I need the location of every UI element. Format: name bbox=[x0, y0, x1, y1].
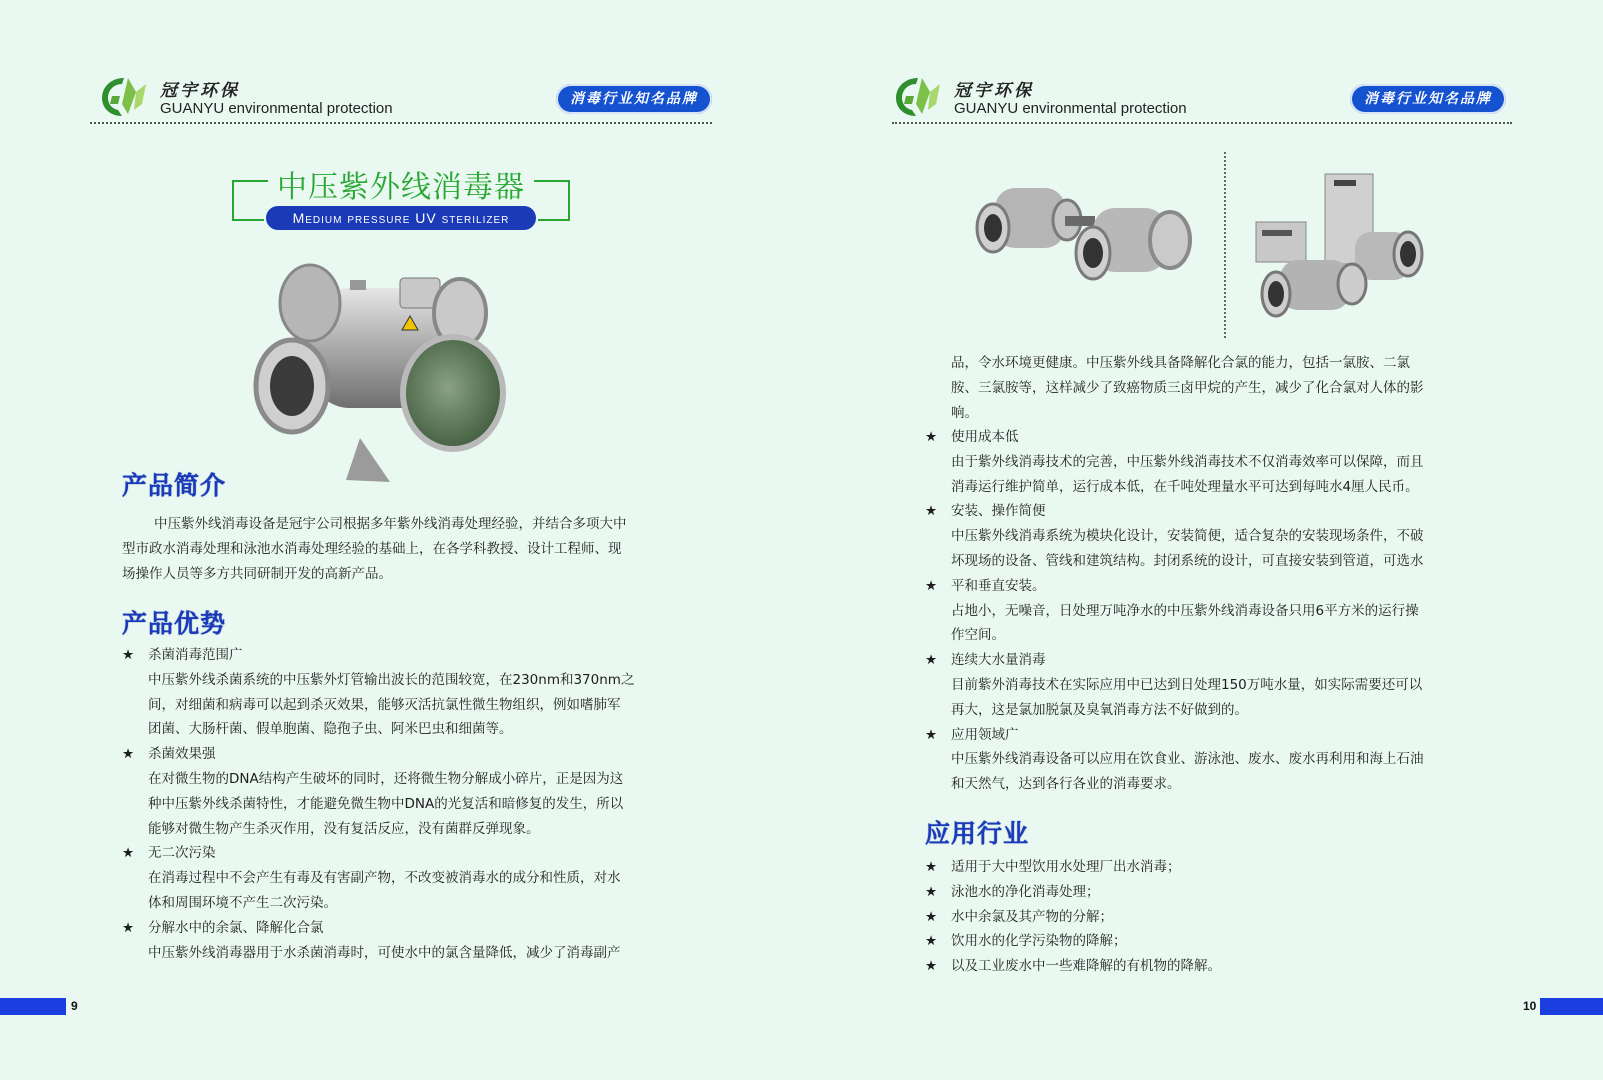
continued-line: 响。 bbox=[951, 404, 978, 421]
product-title-banner bbox=[232, 162, 570, 232]
guanyu-logo bbox=[98, 74, 150, 118]
advantage-item bbox=[925, 425, 1424, 499]
continued-paragraph bbox=[951, 351, 1424, 425]
star-icon: ★ bbox=[925, 652, 938, 669]
star-icon: ★ bbox=[122, 647, 135, 663]
advantage-line: 目前紫外消毒技术在实际应用中已达到日处理150万吨水量，如实际需要还可以 bbox=[951, 676, 1423, 693]
sterilizer-photo bbox=[250, 258, 525, 484]
intro-heading: 产品简介 bbox=[122, 471, 227, 500]
advantages-heading: 产品优势 bbox=[122, 609, 227, 638]
advantage-line: 体和周围环境不产生二次污染。 bbox=[148, 894, 337, 911]
advantage-line: 中压紫外线消毒器用于水杀菌消毒时，可使水中的氯含量降低，减少了消毒副产 bbox=[148, 944, 621, 961]
brand-name-cn: 冠宇环保 bbox=[954, 81, 1034, 101]
advantage-line: 作空间。 bbox=[951, 627, 1005, 644]
star-icon: ★ bbox=[925, 859, 938, 875]
star-icon: ★ bbox=[925, 429, 938, 445]
advantage-line: 中压紫外线消毒系统为模块化设计，安装简便，适合复杂的安装现场条件，不破 bbox=[951, 528, 1424, 545]
advantage-title: 平和垂直安装。 bbox=[951, 577, 1046, 594]
application-item: ★ 饮用水的化学污染物的降解； bbox=[925, 929, 1221, 954]
applications-list bbox=[925, 855, 1221, 979]
star-icon: ★ bbox=[122, 919, 135, 936]
advantage-title: 使用成本低 bbox=[951, 429, 1019, 445]
star-icon: ★ bbox=[925, 908, 938, 925]
star-icon: ★ bbox=[925, 726, 938, 743]
page-number: 10 bbox=[1523, 999, 1537, 1013]
advantage-title: 连续大水量消毒 bbox=[951, 652, 1046, 669]
star-icon: ★ bbox=[122, 845, 135, 862]
brand-name-cn: 冠宇环保 bbox=[160, 81, 240, 101]
star-icon: ★ bbox=[925, 958, 938, 975]
advantage-title: 杀菌效果强 bbox=[148, 746, 216, 763]
advantage-line: 在消毒过程中不会产生有毒及有害副产物，不改变被消毒水的成分和性质，对水 bbox=[148, 870, 621, 887]
applications-heading: 应用行业 bbox=[925, 819, 1030, 848]
continued-line: 品，令水环境更健康。中压紫外线具备降解化合氯的能力，包括一氯胺、二氯 bbox=[951, 355, 1410, 371]
advantage-item bbox=[122, 742, 634, 841]
page-header bbox=[892, 74, 1506, 126]
page-number-bar bbox=[1540, 998, 1603, 1015]
advantage-line: 占地小，无噪音，日处理万吨净水的中压紫外线消毒设备只用6平方米的运行操 bbox=[951, 602, 1419, 619]
advantage-line: 再大，这是氯加脱氯及臭氧消毒方法不好做到的。 bbox=[951, 701, 1248, 718]
advantage-line: 能够对微生物产生杀灭作用，没有复活反应，没有菌群反弹现象。 bbox=[148, 820, 540, 837]
product-title-en: Medium pressure UV sterilizer bbox=[266, 206, 536, 230]
advantage-line: 坏现场的设备、管线和建筑结构。封闭系统的设计，可直接安装到管道，可选水 bbox=[951, 552, 1424, 569]
advantage-item bbox=[925, 574, 1424, 648]
star-icon: ★ bbox=[925, 933, 938, 950]
product-title-cn: 中压紫外线消毒器 bbox=[277, 170, 525, 205]
application-item: ★ 以及工业废水中一些难降解的有机物的降解。 bbox=[925, 954, 1221, 979]
intro-line: 型市政水消毒处理和泳池水消毒处理经验的基础上，在各学科教授、设计工程师、现 bbox=[122, 540, 622, 557]
header-divider bbox=[90, 122, 712, 124]
intro-line: 中压紫外线消毒设备是冠宇公司根据多年紫外线消毒处理经验，并结合多项大中 bbox=[154, 516, 627, 532]
slogan-badge: 消毒行业知名品牌 bbox=[556, 84, 712, 114]
advantages-list-right bbox=[925, 425, 1424, 797]
page-header bbox=[98, 74, 712, 126]
intro-paragraph bbox=[122, 512, 627, 586]
application-item: ★ 适用于大中型饮用水处理厂出水消毒； bbox=[925, 855, 1221, 880]
photo-divider bbox=[1224, 152, 1226, 338]
advantage-item bbox=[925, 499, 1424, 573]
advantage-line: 中压紫外线杀菌系统的中压紫外灯管输出波长的范围较宽，在230nm和370nm之 bbox=[148, 671, 635, 688]
star-icon: ★ bbox=[925, 503, 938, 520]
slogan-badge: 消毒行业知名品牌 bbox=[1350, 84, 1506, 114]
advantage-title: 安装、操作简便 bbox=[951, 503, 1046, 520]
twin-sterilizer-photo bbox=[975, 178, 1200, 300]
application-item: ★ 泳池水的净化消毒处理； bbox=[925, 880, 1221, 905]
advantage-line: 中压紫外线消毒设备可以应用在饮食业、游泳池、废水、废水再利用和海上石油 bbox=[951, 751, 1424, 768]
star-icon: ★ bbox=[122, 746, 135, 763]
header-divider bbox=[892, 122, 1512, 124]
advantage-item bbox=[925, 648, 1424, 722]
advantage-line: 在对微生物的DNA结构产生破坏的同时，还将微生物分解成小碎片，正是因为这 bbox=[148, 770, 624, 787]
advantage-title: 分解水中的余氯、降解化合氯 bbox=[148, 919, 324, 936]
advantage-line: 团菌、大肠杆菌、假单胞菌、隐孢子虫、阿米巴虫和细菌等。 bbox=[148, 721, 513, 738]
star-icon: ★ bbox=[925, 883, 938, 900]
page-number-bar bbox=[0, 998, 66, 1015]
advantage-line: 消毒运行维护简单，运行成本低，在千吨处理量水平可达到每吨水4厘人民币。 bbox=[951, 478, 1419, 495]
sterilizer-with-cabinet-photo bbox=[1250, 172, 1430, 322]
page-number: 9 bbox=[71, 999, 78, 1013]
continued-line: 胺、三氯胺等，这样减少了致癌物质三卤甲烷的产生，减少了化合氯对人体的影 bbox=[951, 379, 1424, 396]
advantage-item bbox=[122, 643, 634, 742]
advantage-line: 间，对细菌和病毒可以起到杀灭效果，能够灭活抗氯性微生物组织，例如嗜肺军 bbox=[148, 696, 621, 713]
application-item: ★ 水中余氯及其产物的分解； bbox=[925, 905, 1221, 930]
advantage-title: 应用领域广 bbox=[951, 726, 1019, 743]
advantage-item bbox=[925, 723, 1424, 797]
brand-name-en: GUANYU environmental protection bbox=[954, 100, 1187, 117]
advantage-item bbox=[122, 841, 634, 915]
advantage-line: 种中压紫外线杀菌特性，才能避免微生物中DNA的光复活和暗修复的发生，所以 bbox=[148, 795, 624, 812]
advantage-item bbox=[122, 916, 634, 966]
star-icon: ★ bbox=[925, 577, 938, 594]
advantage-title: 杀菌消毒范围广 bbox=[148, 647, 243, 663]
advantage-line: 由于紫外线消毒技术的完善，中压紫外线消毒技术不仅消毒效率可以保障，而且 bbox=[951, 453, 1424, 470]
advantages-list-left bbox=[122, 643, 634, 965]
intro-line: 场操作人员等多方共同研制开发的高新产品。 bbox=[122, 565, 392, 582]
guanyu-logo bbox=[892, 74, 944, 118]
advantage-line: 和天然气，达到各行各业的消毒要求。 bbox=[951, 776, 1181, 793]
left-page bbox=[0, 0, 801, 1080]
advantage-title: 无二次污染 bbox=[148, 845, 216, 862]
brand-name-en: GUANYU environmental protection bbox=[160, 100, 393, 117]
